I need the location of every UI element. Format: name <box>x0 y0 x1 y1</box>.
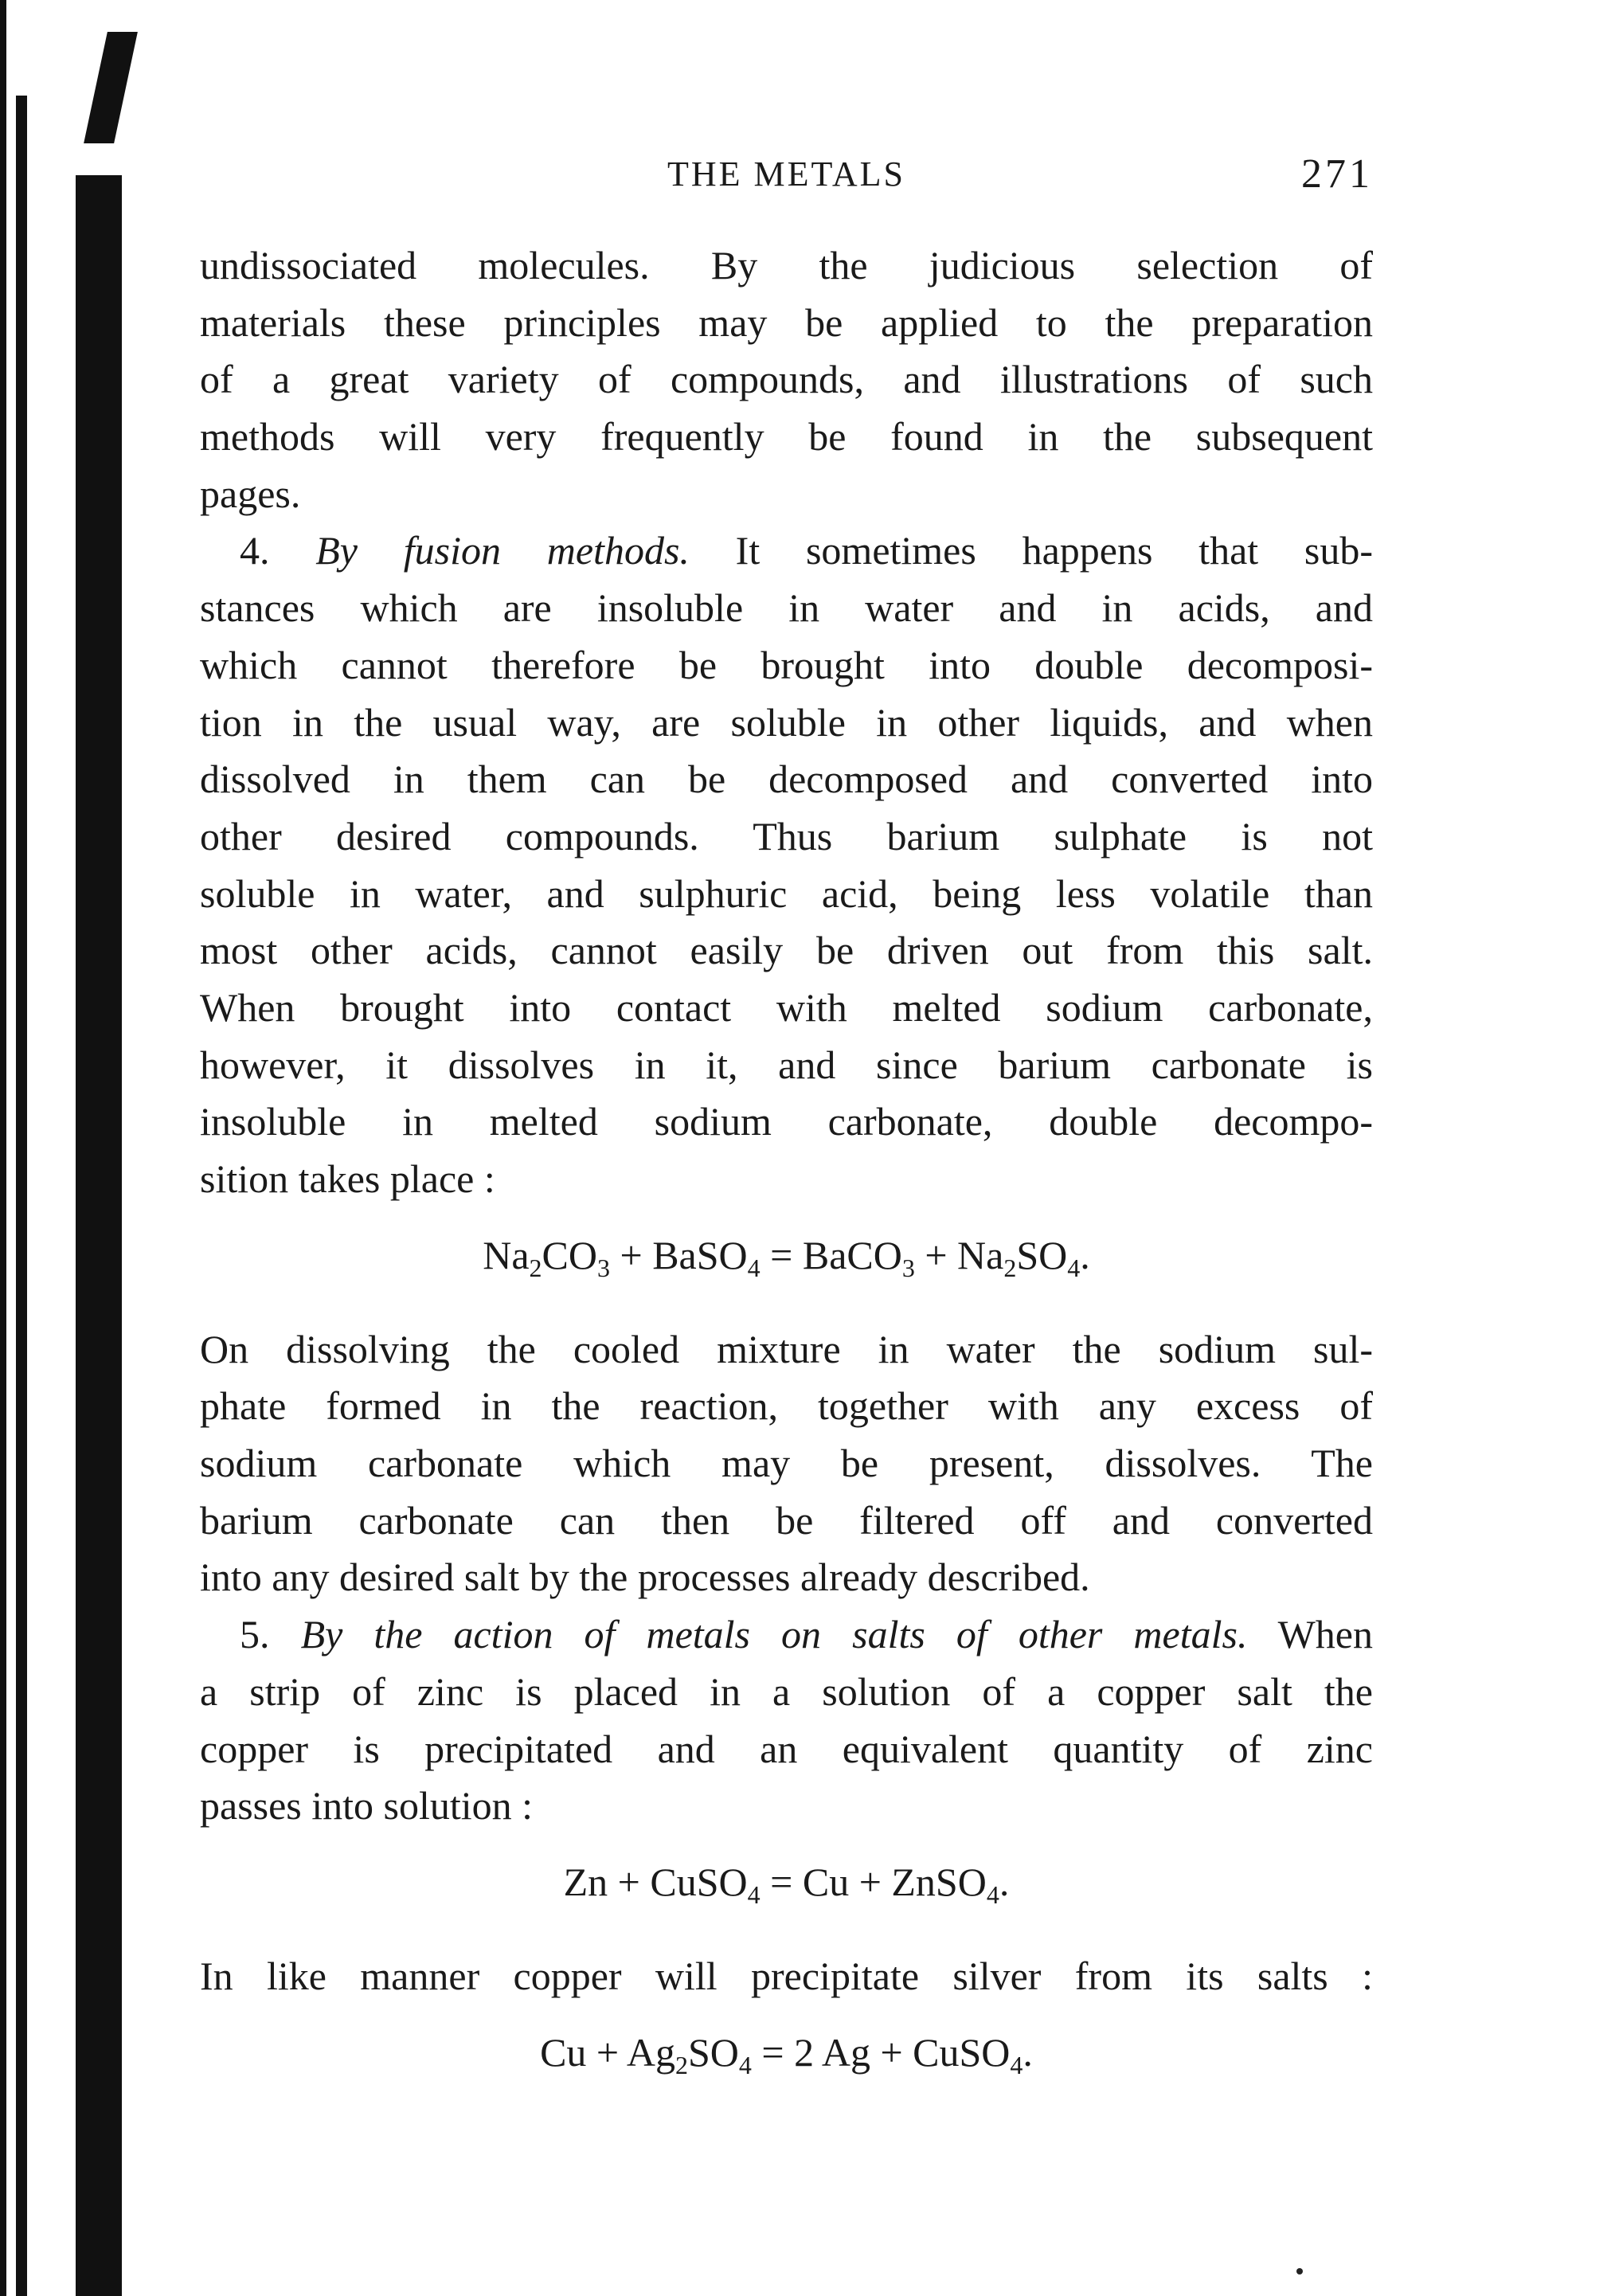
equation-subscript: 3 <box>901 1253 915 1282</box>
text-line: most other acids, cannot easily be driven out from this salt. <box>200 928 1373 973</box>
ink-speck <box>1296 2268 1303 2274</box>
book-binding-shadow <box>16 96 27 2296</box>
equation-subscript: 2 <box>1003 1253 1017 1282</box>
equation-text: = BaCO <box>760 1232 902 1277</box>
page-body <box>200 237 1373 2118</box>
equation-text: CO <box>542 1232 597 1277</box>
equation-subscript: 2 <box>675 2050 688 2079</box>
section-number: 4. <box>240 528 270 573</box>
equation-text: = Cu + ZnSO <box>760 1859 987 1904</box>
text-span: When <box>1277 1612 1373 1657</box>
text-line: into any desired salt by the processes already described. <box>200 1555 1090 1600</box>
section-4 <box>200 522 1373 1606</box>
equation-text: . <box>999 1859 1010 1904</box>
equation-text: + BaSO <box>610 1232 748 1277</box>
text-line: which cannot therefore be brought into double decomposi- <box>200 642 1373 687</box>
equation-text: SO <box>687 2029 739 2075</box>
equation-text: Cu + Ag <box>540 2029 675 2075</box>
text-line: insoluble in melted sodium carbonate, double decompo- <box>200 1099 1373 1144</box>
equation-text: = 2 Ag + CuSO <box>751 2029 1011 2075</box>
text-line: phate formed in the reaction, together with any excess of <box>200 1383 1373 1429</box>
equation-subscript: 4 <box>738 2050 752 2079</box>
equation-text: Zn + CuSO <box>563 1859 748 1904</box>
text-line: methods will very frequently be found in the subsequent <box>200 414 1373 460</box>
equation-subscript: 4 <box>986 1879 999 1909</box>
text-line: tion in the usual way, are soluble in other liquids, and when <box>200 699 1373 745</box>
text-span: It sometimes happens that sub- <box>735 528 1374 573</box>
section-heading: By fusion methods. <box>315 528 690 573</box>
equation-subscript: 3 <box>597 1253 610 1282</box>
section-heading-line <box>200 522 1373 580</box>
text-line: copper is precipitated and an equivalent quantity of zinc <box>200 1726 1373 1771</box>
text-line: sition takes place : <box>200 1156 495 1201</box>
book-binding-shadow <box>76 175 122 2296</box>
text-line: materials these principles may be applied to the preparation <box>200 299 1373 345</box>
chemical-equation <box>200 1835 1373 1929</box>
equation-subscript: 4 <box>1067 1253 1081 1282</box>
book-binding-shadow <box>0 0 6 2296</box>
text-line: of a great variety of compounds, and illustrations of such <box>200 357 1373 402</box>
running-title: THE METALS <box>667 155 905 194</box>
page-header <box>200 147 1373 198</box>
equation-text: . <box>1023 2029 1033 2075</box>
text-line: When brought into contact with melted sodium carbonate, <box>200 984 1373 1030</box>
equation-text: SO <box>1016 1232 1068 1277</box>
text-line: sodium carbonate which may be present, dissolves. The <box>200 1441 1373 1486</box>
equation-subscript: 4 <box>747 1879 761 1909</box>
equation-subscript: 4 <box>1010 2050 1023 2079</box>
equation-text: Na <box>483 1232 530 1277</box>
text-line: passes into solution : <box>200 1783 534 1829</box>
section-5 <box>200 1606 1373 2098</box>
text-line: undissociated molecules. By the judicious selection of <box>200 243 1373 287</box>
page-number: 271 <box>1301 151 1373 197</box>
equation-subscript: 2 <box>529 1253 542 1282</box>
book-binding-shadow <box>84 32 138 143</box>
equation-subscript: 4 <box>747 1253 761 1282</box>
section-heading-line <box>200 1606 1373 1664</box>
equation-text: + Na <box>914 1232 1004 1277</box>
text-line: stances which are insoluble in water and in acids, and <box>200 585 1373 631</box>
text-line: other desired compounds. Thus barium sulphate is not <box>200 813 1373 859</box>
chemical-equation <box>200 2005 1373 2099</box>
text-line: dissolved in them can be decomposed and converted into <box>200 757 1373 802</box>
section-number: 5. <box>240 1612 270 1657</box>
text-line: On dissolving the cooled mixture in water the sodium sul- <box>200 1326 1373 1371</box>
equation-text: . <box>1080 1232 1090 1277</box>
text-line: In like manner copper will precipitate silver from its salts : <box>200 1953 1373 1998</box>
text-line: however, it dissolves in it, and since barium carbonate is <box>200 1042 1373 1087</box>
text-line: barium carbonate can then be filtered off and converted <box>200 1497 1373 1543</box>
text-line: a strip of zinc is placed in a solution of a copper salt the <box>200 1668 1373 1714</box>
text-line: soluble in water, and sulphuric acid, being less volatile than <box>200 870 1373 916</box>
text-line: pages. <box>200 471 301 516</box>
section-heading: By the action of metals on salts of other metals. <box>300 1612 1248 1657</box>
paragraph-1 <box>200 237 1373 522</box>
chemical-equation <box>200 1208 1373 1302</box>
